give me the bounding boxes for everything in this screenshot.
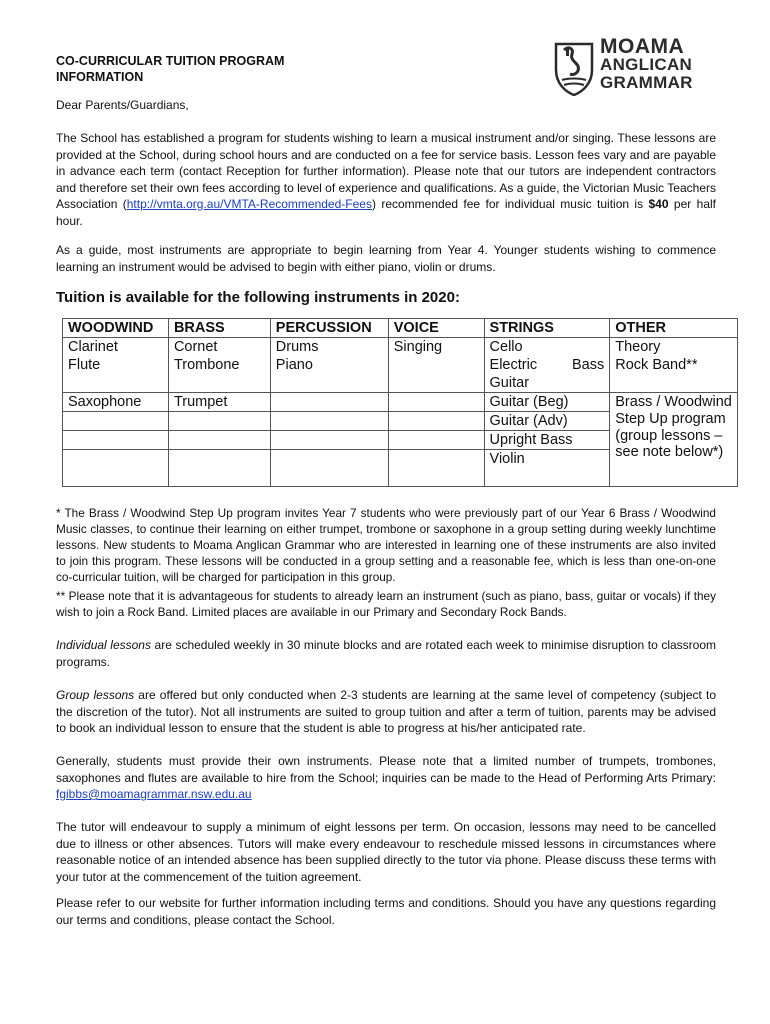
table-row <box>63 393 738 412</box>
group-lessons-text: are offered but only conducted when 2-3 students are learning at the same level of competency (subject to the discretion of the tutor). Not all instruments are suited to group tuition and after a term of tuition, parents may be advised to book an individual lesson to ensure that the student is able to progress at his/her anticipated rate. <box>56 688 716 735</box>
title-line-2: INFORMATION <box>56 70 144 84</box>
table-cell <box>63 412 169 431</box>
fee-amount: $40 <box>648 197 669 211</box>
logo-line-2: ANGLICAN <box>600 55 693 74</box>
table-cell <box>388 431 484 450</box>
table-cell <box>388 356 484 393</box>
header-woodwind: WOODWIND <box>63 319 169 338</box>
individual-lessons-text: are scheduled weekly in 30 minute blocks and are rotated each week to minimise disruption to classroom programs. <box>56 638 716 669</box>
instrument-hire-text: Generally, students must provide their own instruments. Please note that a limited number of trumpets, trombones, saxophones and flutes are available to hire from the School; inquiries can be made to the Head of Performing Arts Primary: <box>56 754 716 785</box>
table-cell: Flute <box>63 356 169 393</box>
table-cell <box>168 450 270 487</box>
header-brass: BRASS <box>168 319 270 338</box>
table-cell-other-step-up: Brass / Woodwind Step Up program (group lessons – see note below*) <box>610 393 738 487</box>
intro-text-end: per half hour. <box>56 197 716 228</box>
individual-lessons-paragraph <box>56 637 716 670</box>
table-cell: Upright Bass <box>484 431 610 450</box>
tuition-heading: Tuition is available for the following instruments in 2020: <box>56 289 460 306</box>
table-cell: Guitar (Adv) <box>484 412 610 431</box>
table-cell <box>168 431 270 450</box>
contact-email-link[interactable]: fgibbs@moamagrammar.nsw.edu.au <box>56 787 252 801</box>
table-cell <box>388 412 484 431</box>
table-cell <box>270 431 388 450</box>
table-cell <box>388 393 484 412</box>
table-cell: Saxophone <box>63 393 169 412</box>
table-cell <box>270 450 388 487</box>
intro-text-cont: ) recommended fee for individual music tuition is <box>371 197 649 211</box>
tutor-paragraph: The tutor will endeavour to supply a minimum of eight lessons per term. On occasion, lessons may need to be cancelled due to illness or other absences. Tutors will make every endeavour to reschedule missed lessons in circumstances where reasonable notice of an intended absence has been supplied directly to the tutor via phone. Please discuss these terms with your tutor at the commencement of the tuition agreement. <box>56 820 716 884</box>
table-cell: Violin <box>484 450 610 487</box>
table-cell: Piano <box>270 356 388 393</box>
table-cell <box>270 412 388 431</box>
table-cell <box>270 393 388 412</box>
group-lessons-label: Group lessons <box>56 688 135 702</box>
table-cell: Drums <box>270 338 388 357</box>
group-lessons-paragraph <box>56 687 716 737</box>
table-cell <box>63 450 169 487</box>
header-percussion: PERCUSSION <box>270 319 388 338</box>
instruments-table <box>62 318 738 487</box>
table-row <box>63 356 738 393</box>
table-cell: Electric Bass Guitar <box>484 356 610 393</box>
intro-paragraph <box>56 130 716 229</box>
header-strings: STRINGS <box>484 319 610 338</box>
rock-band-note: ** Please note that it is advantageous for students to already learn an instrument (such as piano, bass, guitar or vocals) if they wish to join a Rock Band. Limited places are available in our Primary and Secondary Rock Bands. <box>56 589 716 619</box>
guide-paragraph: As a guide, most instruments are appropriate to begin learning from Year 4. Younger students wishing to commence learning an instrument would be advised to begin with either piano, violin or drums. <box>56 243 716 274</box>
school-logo <box>552 35 722 96</box>
vmta-fees-link[interactable]: http://vmta.org.au/VMTA-Recommended-Fees <box>126 197 372 211</box>
logo-line-1: MOAMA <box>600 35 685 58</box>
table-cell: Cello <box>484 338 610 357</box>
crest-icon <box>552 40 596 96</box>
closing-paragraph: Please refer to our website for further information including terms and conditions. Should you have any questions regarding our terms and conditions, please contact the School. <box>56 896 716 927</box>
table-cell <box>63 431 169 450</box>
table-cell: Trumpet <box>168 393 270 412</box>
step-up-note: * The Brass / Woodwind Step Up program invites Year 7 students who were previously part of our Year 6 Brass / Woodwind Music classes, to continue their learning on either trumpet, trombone or saxophone in a group setting during weekly lunchtime lessons. New students to Moama Anglican Grammar who are interested in learning one of these instruments are also invited to join this program. These lessons will be conducted in a group setting and a reasonable fee, which is less than one-on-one co-curricular tuition, will be charged for participation in this group. <box>56 506 716 584</box>
table-cell: Trombone <box>168 356 270 393</box>
table-cell: Rock Band** <box>610 356 738 393</box>
table-row <box>63 338 738 357</box>
table-cell: Clarinet <box>63 338 169 357</box>
table-header-row <box>63 319 738 338</box>
logo-line-3: GRAMMAR <box>600 73 693 92</box>
table-cell: Singing <box>388 338 484 357</box>
intro-text: The School has established a program for students wishing to learn a musical instrument and/or singing. These lessons are provided at the School, during school hours and are conducted on a fee for service basis. Lesson fees vary and are payable in advance each term (contact Reception for further information). Please note that our tutors are independent contractors and therefore set their own fees according to level of experience and qualifications. As a guide, the Victorian Music Teachers Association ( <box>56 131 716 211</box>
instrument-hire-paragraph <box>56 753 716 803</box>
table-cell: Guitar (Beg) <box>484 393 610 412</box>
greeting: Dear Parents/Guardians, <box>56 98 189 112</box>
header-other: OTHER <box>610 319 738 338</box>
title-line-1: CO-CURRICULAR TUITION PROGRAM <box>56 54 285 68</box>
table-cell: Theory <box>610 338 738 357</box>
table-cell: Cornet <box>168 338 270 357</box>
document-title <box>56 53 376 85</box>
header-voice: VOICE <box>388 319 484 338</box>
table-cell <box>388 450 484 487</box>
table-cell <box>168 412 270 431</box>
individual-lessons-label: Individual lessons <box>56 638 151 652</box>
